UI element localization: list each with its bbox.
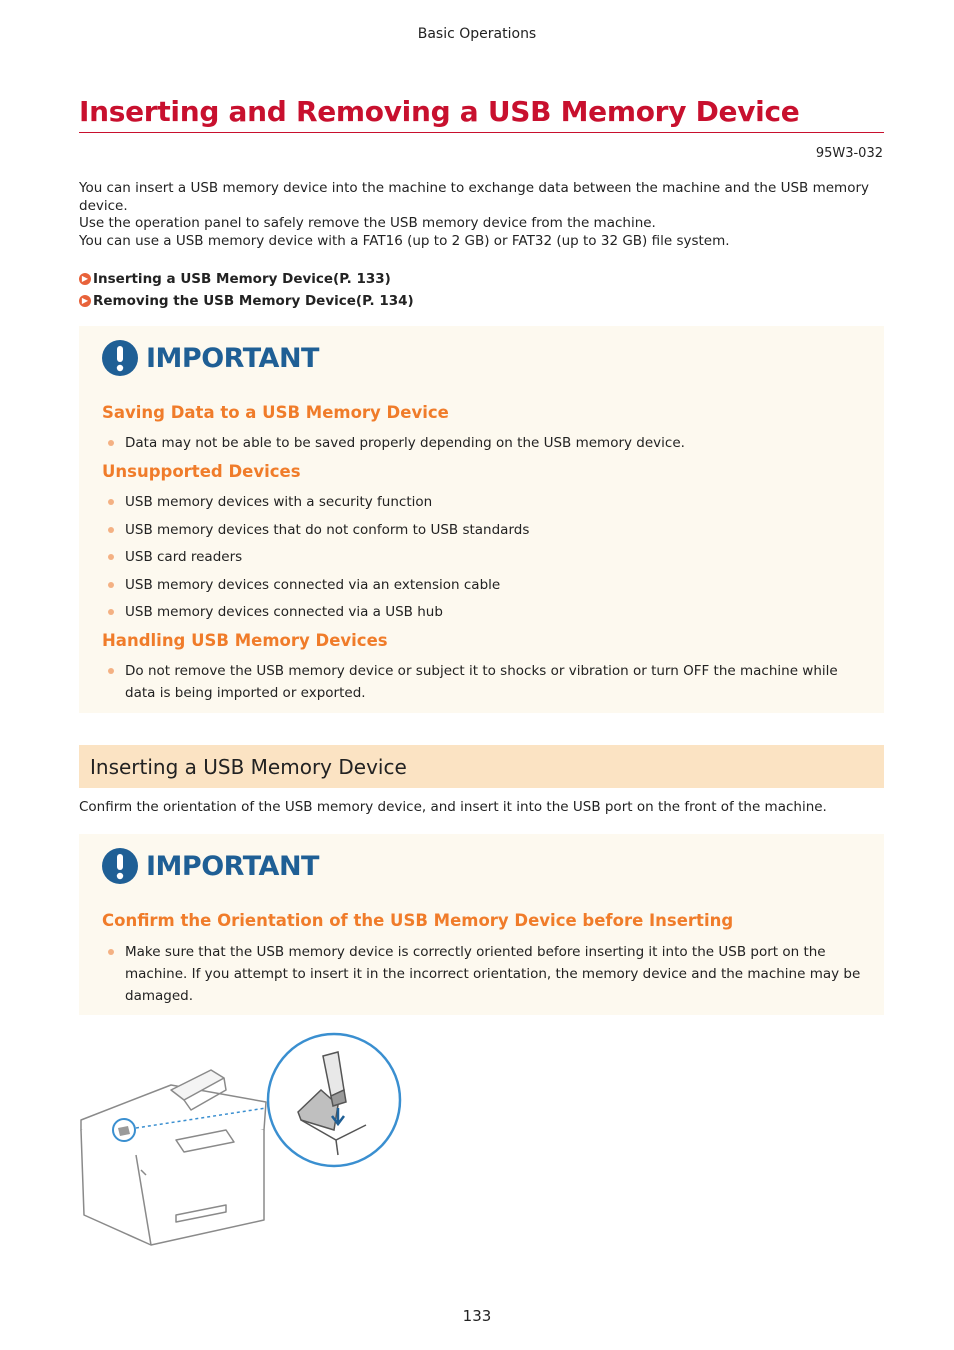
bullet xyxy=(108,554,114,560)
important-box xyxy=(79,326,884,713)
list-item xyxy=(108,941,870,1007)
list-item-text: Data may not be able to be saved properly depending on the USB memory device. xyxy=(125,435,685,451)
subheading-unsupported: Unsupported Devices xyxy=(102,462,301,481)
page-title: Inserting and Removing a USB Memory Device xyxy=(79,95,884,133)
list-item-text: Make sure that the USB memory device is correctly oriented before inserting it into the USB port on the machine. If you attempt to insert it in the incorrect orientation, the memory device and the machine may be damaged. xyxy=(125,944,861,1004)
section-description: Confirm the orientation of the USB memory device, and insert it into the USB port on the front of the machine. xyxy=(79,799,827,815)
intro-paragraph: You can insert a USB memory device into the machine to exchange data between the machine and the USB memory device. xyxy=(79,180,869,214)
link-inserting[interactable] xyxy=(79,268,414,290)
arrow-circle-icon: ▶ xyxy=(79,295,91,307)
important-label: IMPORTANT xyxy=(146,342,319,374)
usb-insertion-illustration xyxy=(76,1030,406,1250)
page-number: 133 xyxy=(462,1307,492,1325)
exclamation-circle-icon xyxy=(102,848,138,884)
link-text[interactable]: Removing the USB Memory Device(P. 134) xyxy=(93,293,414,309)
list-item xyxy=(108,574,870,596)
bullet xyxy=(108,668,114,674)
bullet xyxy=(108,609,114,615)
arrow-circle-icon: ▶ xyxy=(79,273,91,285)
exclamation-circle-icon xyxy=(102,340,138,376)
subheading-saving: Saving Data to a USB Memory Device xyxy=(102,403,449,422)
section-title: Inserting a USB Memory Device xyxy=(90,755,407,779)
list-item-text: USB card readers xyxy=(125,549,243,565)
list-item-text: USB memory devices connected via a USB hub xyxy=(125,604,443,620)
important-box xyxy=(79,834,884,1015)
bullet xyxy=(108,527,114,533)
running-header: Basic Operations xyxy=(417,26,537,42)
intro-paragraph: Use the operation panel to safely remove the USB memory device from the machine. xyxy=(79,215,656,231)
list-item xyxy=(108,660,870,704)
subheading-handling: Handling USB Memory Devices xyxy=(102,631,388,650)
list-item xyxy=(108,432,870,454)
bullet xyxy=(108,440,114,446)
bullet xyxy=(108,499,114,505)
page-links xyxy=(79,268,414,312)
bullet xyxy=(108,582,114,588)
bullet xyxy=(108,949,114,955)
list-item-text: USB memory devices that do not conform to USB standards xyxy=(125,522,530,538)
subheading-orientation: Confirm the Orientation of the USB Memory Device before Inserting xyxy=(102,911,734,930)
list-item-text: Do not remove the USB memory device or subject it to shocks or vibration or turn OFF the machine while data is being imported or exported. xyxy=(125,663,838,701)
list-item xyxy=(108,601,870,623)
list-item xyxy=(108,546,870,568)
list-item xyxy=(108,519,870,541)
printer-drawing xyxy=(81,1070,266,1245)
important-heading xyxy=(102,340,319,376)
intro-text xyxy=(79,180,884,250)
important-heading xyxy=(102,848,319,884)
list-item-text: USB memory devices with a security function xyxy=(125,494,433,510)
link-removing[interactable] xyxy=(79,290,414,312)
link-text[interactable]: Inserting a USB Memory Device(P. 133) xyxy=(93,271,391,287)
intro-paragraph: You can use a USB memory device with a FAT16 (up to 2 GB) or FAT32 (up to 32 GB) file system. xyxy=(79,232,730,249)
document-id: 95W3-032 xyxy=(815,146,883,161)
list-item xyxy=(108,491,870,513)
list-item-text: USB memory devices connected via an extension cable xyxy=(125,577,501,593)
section-heading-bar xyxy=(79,745,884,788)
important-label: IMPORTANT xyxy=(146,850,319,882)
